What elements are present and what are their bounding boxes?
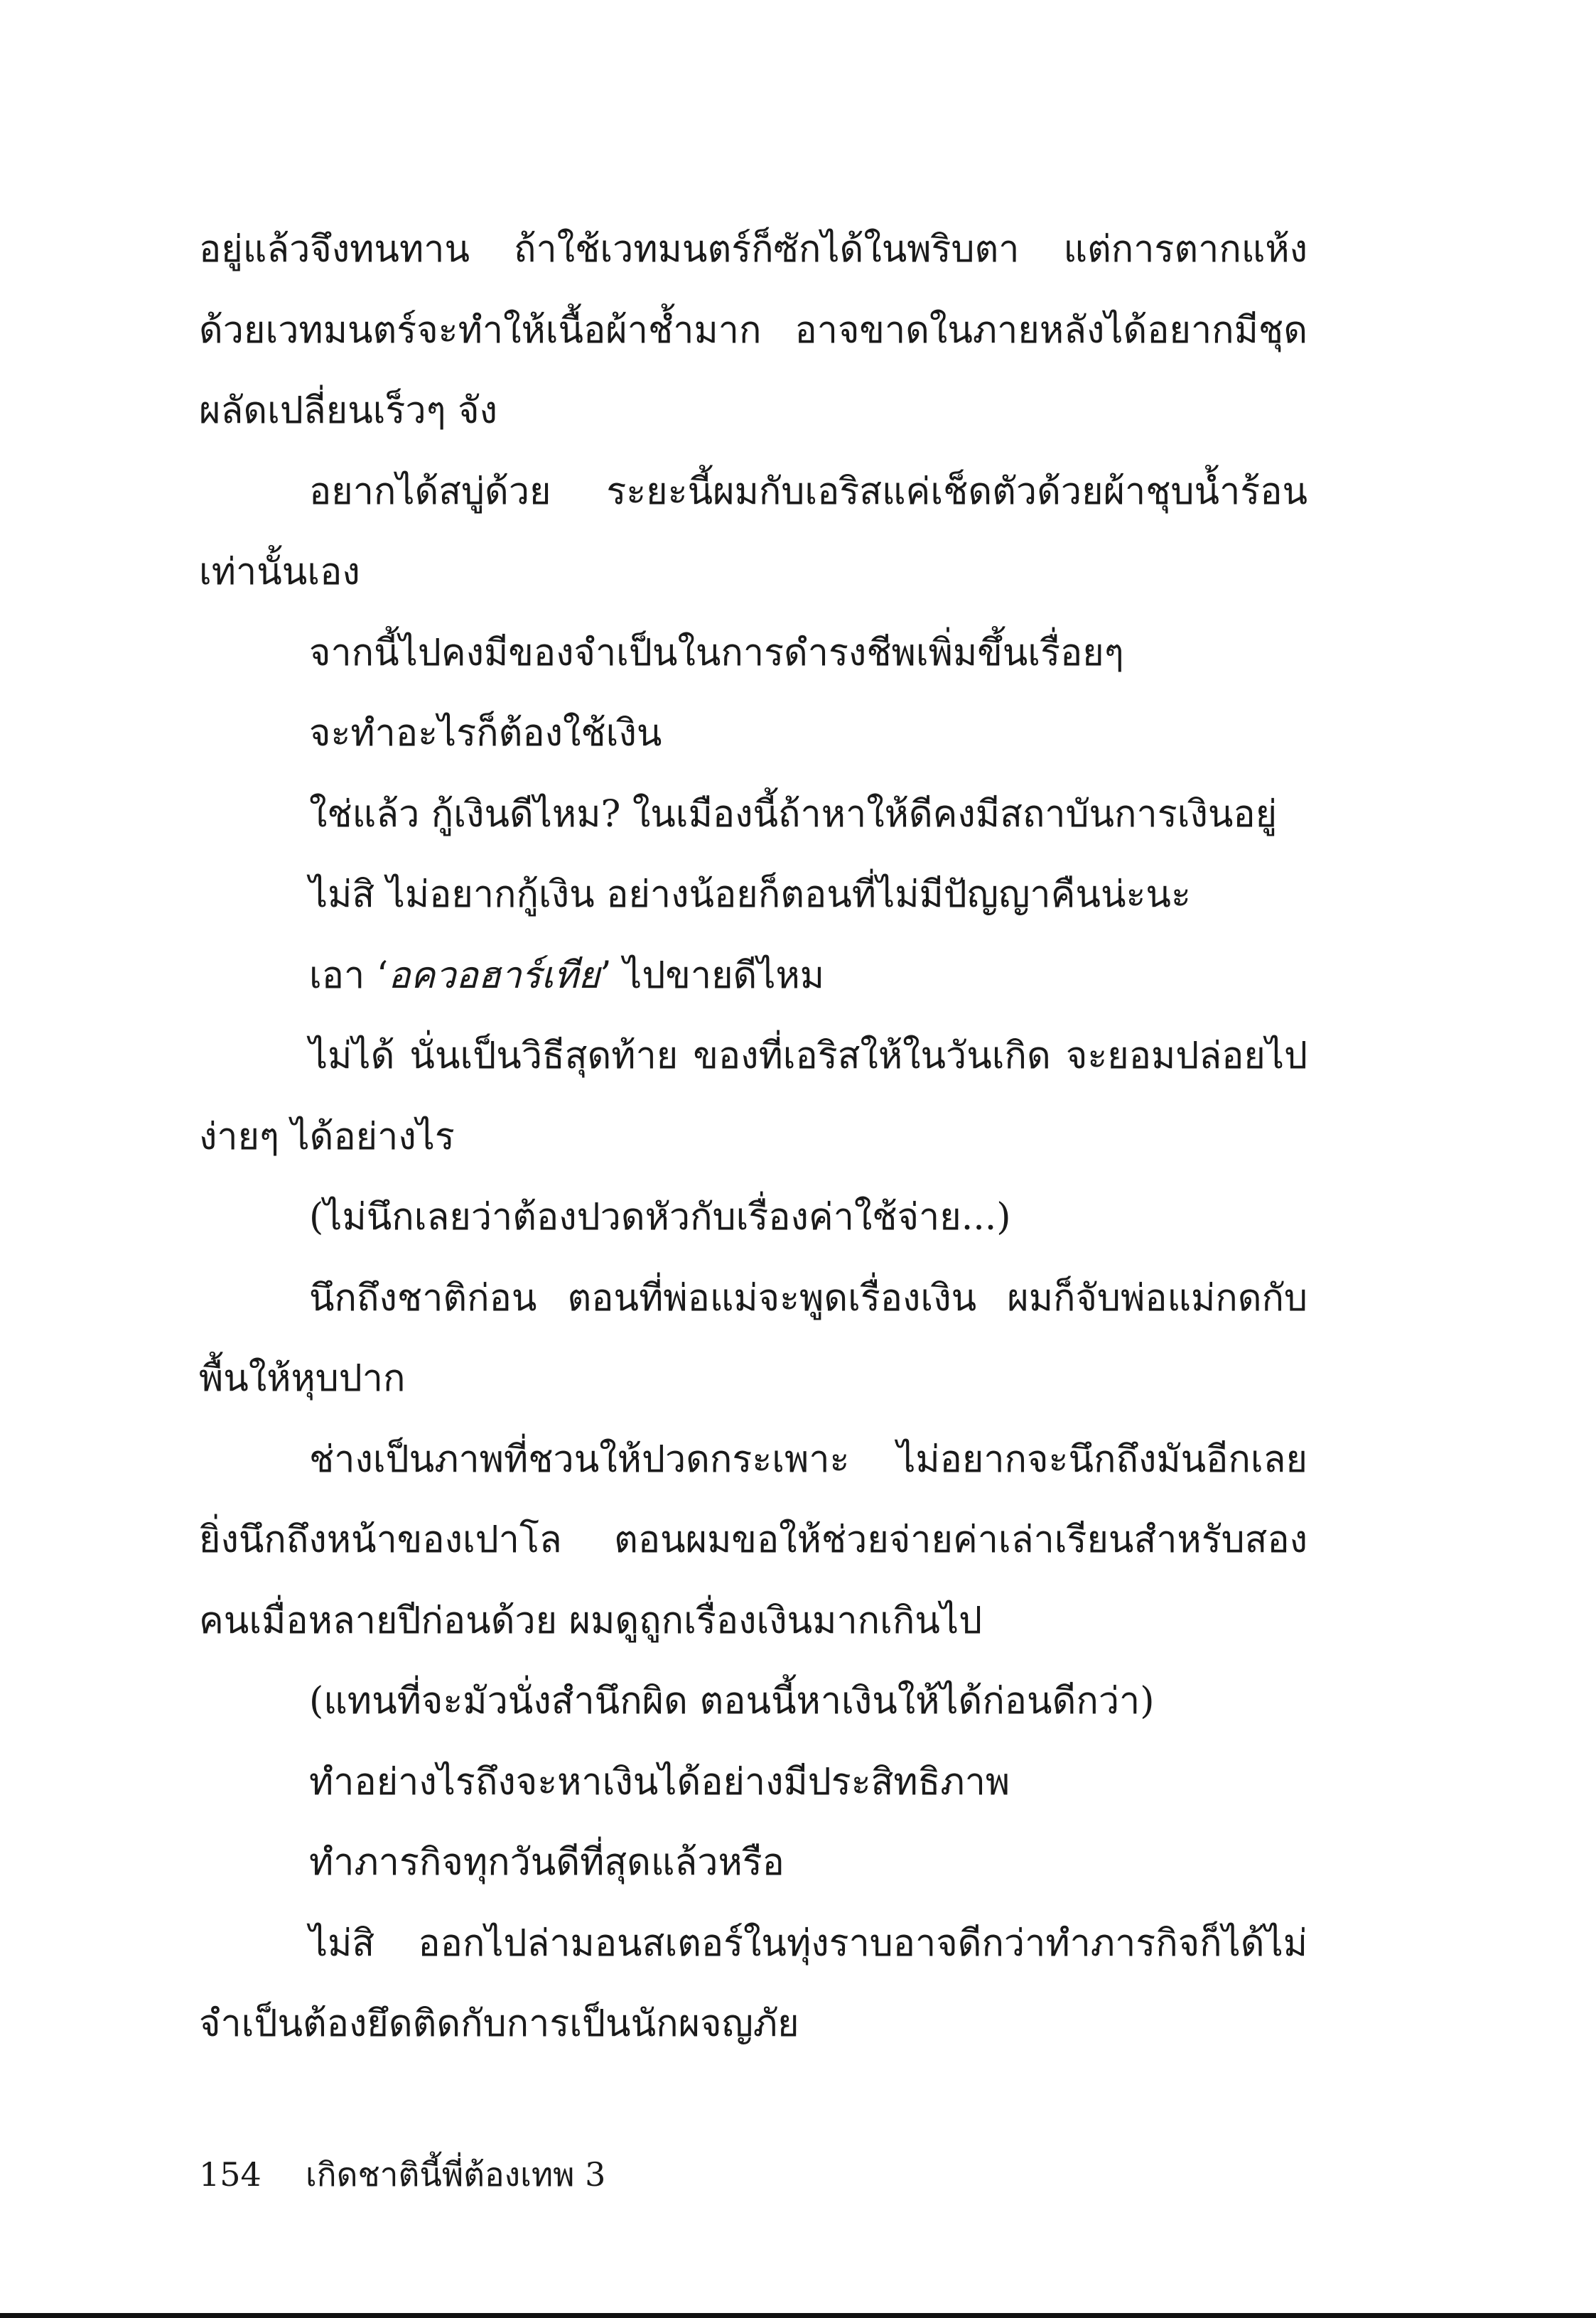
paragraph-1: อยู่แล้วจึงทนทาน ถ้าใช้เวทมนตร์ก็ซักได้ในพริบตา แต่การตากแห้งด้วยเวทมนตร์จะทำให้เนื้อผ้าช้ำมาก อาจขาดในภายหลังได้อยากมีชุดผลัดเปลี่ยนเร็วๆ จัง [199,228,1307,432]
paragraph-8: ไม่ได้ นั่นเป็นวิธีสุดท้าย ของที่เอริสให้ในวันเกิด จะยอมปล่อยไปง่ายๆ ได้อย่างไร [199,1035,1307,1158]
paragraph-13: ทำอย่างไรถึงจะหาเงินได้อย่างมีประสิทธิภาพ [309,1760,1010,1804]
paragraph-12: (แทนที่จะมัวนั่งสำนึกผิด ตอนนี้หาเงินให้ได้ก่อนดีกว่า) [309,1680,1155,1723]
paragraph-6: ไม่สิ ไม่อยากกู้เงิน อย่างน้อยก็ตอนที่ไม่มีปัญญาคืนน่ะนะ [309,873,1191,916]
paragraph-7 [199,936,1307,1017]
paragraph-15: ไม่สิ ออกไปล่ามอนสเตอร์ในทุ่งราบอาจดีกว่าทำภารกิจก็ได้ไม่จำเป็นต้องยึดติดกับการเป็นนักผจญภัย [199,1921,1307,2045]
paragraph-7-tail: ’ ไปขายดีไหม [600,954,825,997]
bottom-edge-rule [0,2313,1596,2318]
page-body [199,210,1307,2065]
paragraph-9: (ไม่นึกเลยว่าต้องปวดหัวกับเรื่องค่าใช้จ่าย...) [309,1196,1011,1239]
page-footer [199,2153,605,2196]
page-number: 154 [199,2155,261,2194]
paragraph-2: อยากได้สบู่ด้วย ระยะนี้ผมกับเอริสแค่เช็ดตัวด้วยผ้าชุบน้ำร้อนเท่านั้นเอง [199,470,1307,593]
item-name-italic: อควอฮาร์เทีย [388,954,600,997]
paragraph-4: จะทำอะไรก็ต้องใช้เงิน [309,712,662,755]
paragraph-11: ช่างเป็นภาพที่ชวนให้ปวดกระเพาะ ไม่อยากจะนึกถึงมันอีกเลยยิ่งนึกถึงหน้าของเปาโล ตอนผมขอให้ช่วยจ่ายค่าเล่าเรียนสำหรับสองคนเมื่อหลายปีก่อนด้วย ผมดูถูกเรื่องเงินมากเกินไป [199,1438,1307,1642]
paragraph-10: นึกถึงชาติก่อน ตอนที่พ่อแม่จะพูดเรื่องเงิน ผมก็จับพ่อแม่กดกับพื้นให้หุบปาก [199,1276,1307,1400]
paragraph-7-lead: เอา ‘ [309,954,389,997]
book-title: เกิดชาตินี้พี่ต้องเทพ 3 [306,2155,606,2194]
paragraph-3: จากนี้ไปคงมีของจำเป็นในการดำรงชีพเพิ่มขึ้นเรื่อยๆ [309,631,1124,674]
paragraph-5: ใช่แล้ว กู้เงินดีไหม? ในเมืองนี้ถ้าหาให้ดีคงมีสถาบันการเงินอยู่ [309,792,1278,836]
paragraph-14: ทำภารกิจทุกวันดีที่สุดแล้วหรือ [309,1841,784,1884]
